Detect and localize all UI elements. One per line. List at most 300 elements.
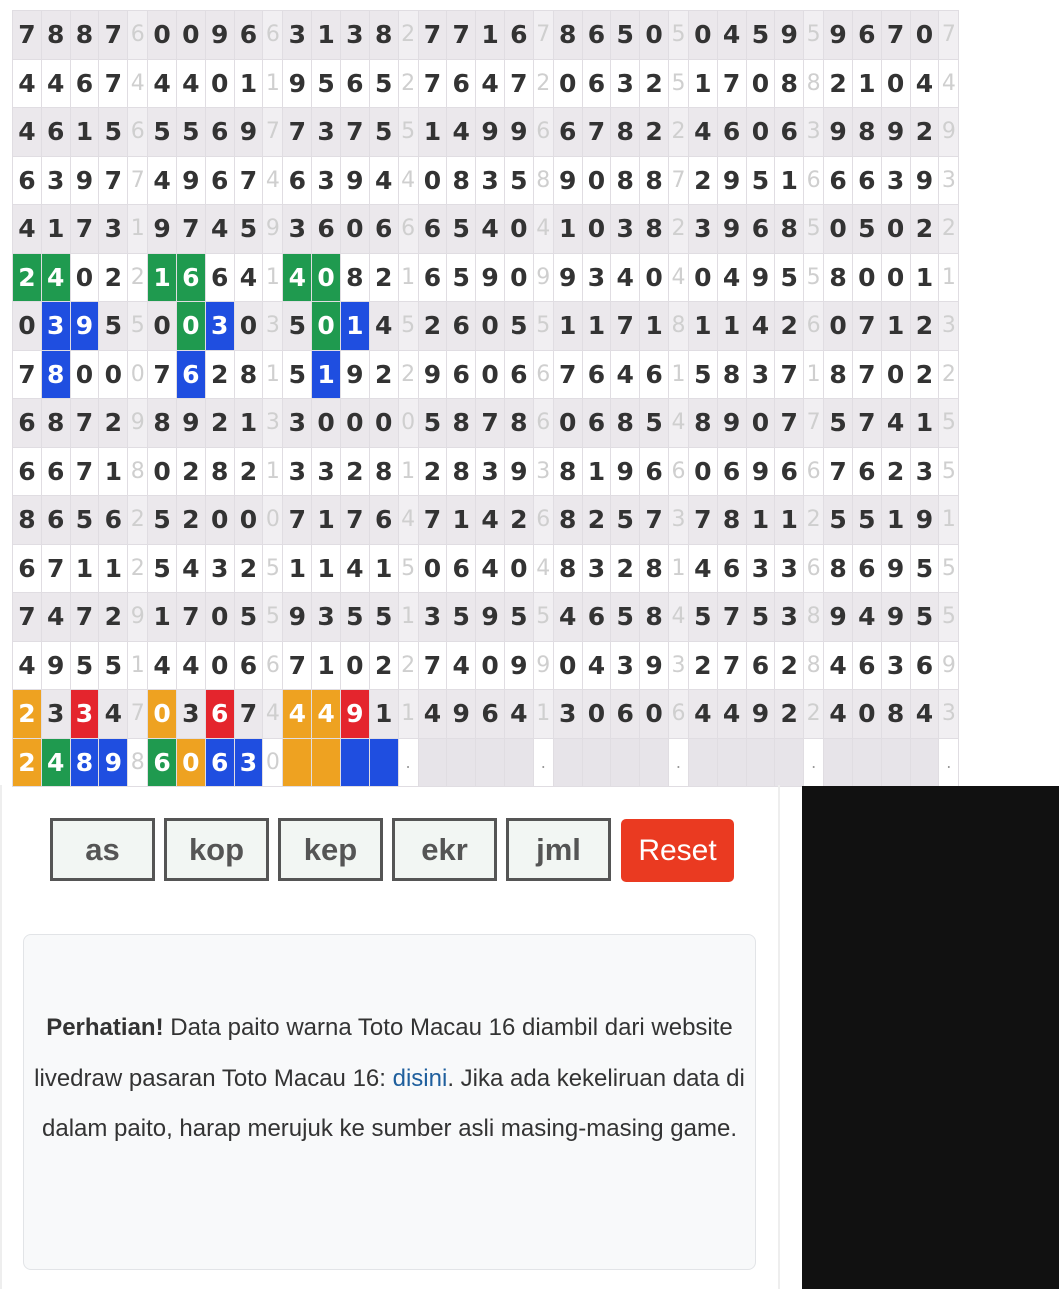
result-digit: 0 <box>824 205 853 254</box>
result-digit: 9 <box>824 108 853 157</box>
result-digit: 5 <box>148 544 177 593</box>
result-digit: 7 <box>283 496 312 545</box>
paito-row <box>13 544 959 593</box>
result-digit: 6 <box>582 59 611 108</box>
separator-digit: 2 <box>128 496 148 545</box>
result-digit: 8 <box>852 108 881 157</box>
result-digit: 3 <box>611 205 640 254</box>
result-digit: 4 <box>688 690 717 739</box>
separator-digit: 6 <box>533 350 553 399</box>
separator-digit: 6 <box>804 302 824 351</box>
result-digit: 2 <box>234 447 263 496</box>
result-digit: 6 <box>447 544 476 593</box>
separator-digit: 8 <box>804 59 824 108</box>
result-digit: 8 <box>369 447 398 496</box>
result-digit: 6 <box>205 690 234 739</box>
result-digit: 5 <box>910 544 939 593</box>
result-digit: 1 <box>881 302 910 351</box>
result-digit: 0 <box>881 350 910 399</box>
separator-digit: 6 <box>668 447 688 496</box>
result-digit: 0 <box>881 205 910 254</box>
result-digit: 8 <box>553 544 582 593</box>
result-digit: 7 <box>881 11 910 60</box>
result-digit: 6 <box>41 447 70 496</box>
separator-digit: 9 <box>939 641 959 690</box>
result-digit: 4 <box>824 690 853 739</box>
result-digit: 7 <box>70 447 99 496</box>
result-digit: 7 <box>447 11 476 60</box>
result-digit: 2 <box>881 447 910 496</box>
result-digit: 4 <box>717 11 746 60</box>
result-digit: 2 <box>176 496 205 545</box>
result-digit: 5 <box>369 593 398 642</box>
result-digit: 6 <box>582 593 611 642</box>
result-digit: 5 <box>99 108 128 157</box>
result-digit: 0 <box>340 205 369 254</box>
source-link[interactable]: disini <box>392 1064 448 1092</box>
result-digit: 4 <box>447 641 476 690</box>
result-digit: 8 <box>447 156 476 205</box>
result-digit: 1 <box>582 447 611 496</box>
result-digit: 1 <box>99 447 128 496</box>
result-digit: 5 <box>70 641 99 690</box>
separator-digit: 8 <box>804 593 824 642</box>
result-digit: 8 <box>148 399 177 448</box>
result-digit: 8 <box>340 253 369 302</box>
result-digit: 0 <box>504 205 533 254</box>
result-digit: 0 <box>553 59 582 108</box>
result-digit: 0 <box>148 302 177 351</box>
result-digit: 4 <box>611 253 640 302</box>
result-digit: 1 <box>852 59 881 108</box>
result-digit: 7 <box>13 350 42 399</box>
notice-title: Perhatian! <box>46 1014 164 1041</box>
result-digit: 9 <box>881 544 910 593</box>
result-digit: 0 <box>746 59 775 108</box>
result-digit: 6 <box>852 11 881 60</box>
pending-digit <box>775 738 804 787</box>
result-digit: 7 <box>852 399 881 448</box>
result-digit: 3 <box>99 205 128 254</box>
result-digit: 6 <box>205 738 234 787</box>
result-digit: 8 <box>640 156 669 205</box>
result-digit: 6 <box>746 641 775 690</box>
result-digit: 4 <box>476 544 505 593</box>
separator-digit: 5 <box>804 11 824 60</box>
result-digit: 6 <box>824 156 853 205</box>
result-digit: 1 <box>312 544 341 593</box>
result-digit: 4 <box>312 690 341 739</box>
pending-digit <box>553 738 582 787</box>
result-digit: 9 <box>717 399 746 448</box>
result-digit: 5 <box>369 108 398 157</box>
result-digit: 4 <box>99 690 128 739</box>
result-digit: 5 <box>99 302 128 351</box>
separator-digit: 1 <box>398 253 418 302</box>
result-digit: 1 <box>99 544 128 593</box>
result-digit: 2 <box>340 447 369 496</box>
kop-button[interactable]: kop <box>164 818 269 881</box>
pending-digit <box>881 738 910 787</box>
pending-digit <box>582 738 611 787</box>
result-digit: 3 <box>283 11 312 60</box>
separator-digit: 1 <box>398 447 418 496</box>
separator-digit: 5 <box>398 302 418 351</box>
result-digit: 5 <box>447 205 476 254</box>
result-digit: 1 <box>688 302 717 351</box>
paito-row <box>13 11 959 60</box>
result-digit: 6 <box>205 156 234 205</box>
result-digit: 5 <box>70 496 99 545</box>
result-digit: 5 <box>910 593 939 642</box>
result-digit: 8 <box>553 11 582 60</box>
result-digit: 2 <box>13 253 42 302</box>
as-button[interactable]: as <box>50 818 155 881</box>
result-digit: 7 <box>234 156 263 205</box>
result-digit: 9 <box>476 593 505 642</box>
result-digit: 1 <box>476 11 505 60</box>
result-digit: 9 <box>70 302 99 351</box>
separator-digit: 2 <box>533 59 553 108</box>
result-digit: 0 <box>582 156 611 205</box>
ad-placeholder <box>802 786 1059 1289</box>
result-digit: 5 <box>504 593 533 642</box>
separator-digit: 8 <box>668 302 688 351</box>
result-digit: 7 <box>611 302 640 351</box>
result-digit: 0 <box>881 59 910 108</box>
result-digit: 5 <box>775 253 804 302</box>
result-digit: 6 <box>340 59 369 108</box>
result-digit: 0 <box>234 496 263 545</box>
result-digit: 9 <box>176 399 205 448</box>
result-digit: 2 <box>99 593 128 642</box>
result-digit: 6 <box>582 399 611 448</box>
result-digit: 9 <box>881 108 910 157</box>
result-digit: 1 <box>582 302 611 351</box>
separator-digit: 2 <box>668 108 688 157</box>
result-digit: 7 <box>99 11 128 60</box>
separator-digit: 1 <box>263 59 283 108</box>
separator-digit: 1 <box>939 253 959 302</box>
result-digit: 9 <box>476 108 505 157</box>
result-digit: 6 <box>582 11 611 60</box>
result-digit: 9 <box>824 593 853 642</box>
result-digit: 4 <box>13 108 42 157</box>
result-digit: 0 <box>688 447 717 496</box>
result-digit: 7 <box>99 156 128 205</box>
result-digit: 7 <box>775 399 804 448</box>
result-digit: 7 <box>504 59 533 108</box>
result-digit: 6 <box>447 59 476 108</box>
result-digit: 3 <box>312 156 341 205</box>
result-digit: 7 <box>283 641 312 690</box>
result-digit: 3 <box>70 690 99 739</box>
pending-digit <box>418 738 447 787</box>
pending-digit <box>283 738 312 787</box>
result-digit: 0 <box>852 253 881 302</box>
result-digit: 2 <box>611 544 640 593</box>
result-digit: 9 <box>504 641 533 690</box>
result-digit: 7 <box>418 496 447 545</box>
separator-digit: 9 <box>263 205 283 254</box>
pending-digit <box>824 738 853 787</box>
result-digit: 0 <box>340 641 369 690</box>
pending-separator: . <box>939 738 959 787</box>
result-digit: 4 <box>176 544 205 593</box>
paito-row <box>13 253 959 302</box>
result-digit: 6 <box>234 11 263 60</box>
result-digit: 1 <box>41 205 70 254</box>
result-digit: 5 <box>746 593 775 642</box>
result-digit: 8 <box>447 399 476 448</box>
separator-digit: 8 <box>804 641 824 690</box>
result-digit: 9 <box>447 690 476 739</box>
result-digit: 0 <box>70 253 99 302</box>
result-digit: 0 <box>746 399 775 448</box>
result-digit: 7 <box>418 11 447 60</box>
result-digit: 0 <box>176 302 205 351</box>
result-digit: 4 <box>205 205 234 254</box>
result-digit: 8 <box>611 399 640 448</box>
result-digit: 8 <box>70 11 99 60</box>
result-digit: 1 <box>70 544 99 593</box>
result-digit: 8 <box>688 399 717 448</box>
result-digit: 1 <box>369 544 398 593</box>
result-digit: 1 <box>640 302 669 351</box>
kep-button[interactable]: kep <box>278 818 383 881</box>
paito-row <box>13 350 959 399</box>
result-digit: 4 <box>41 59 70 108</box>
separator-digit: 6 <box>804 544 824 593</box>
result-digit: 4 <box>688 544 717 593</box>
separator-digit: 1 <box>263 350 283 399</box>
result-digit: 2 <box>99 253 128 302</box>
separator-digit: 2 <box>939 205 959 254</box>
separator-digit: 3 <box>939 156 959 205</box>
pending-digit <box>640 738 669 787</box>
result-digit: 9 <box>340 690 369 739</box>
result-digit: 9 <box>340 350 369 399</box>
result-digit: 0 <box>205 496 234 545</box>
result-digit: 4 <box>447 108 476 157</box>
result-digit: 0 <box>234 302 263 351</box>
paito-row <box>13 593 959 642</box>
result-digit: 3 <box>283 205 312 254</box>
result-digit: 6 <box>369 496 398 545</box>
result-digit: 7 <box>176 205 205 254</box>
result-digit: 0 <box>476 350 505 399</box>
result-digit: 9 <box>148 205 177 254</box>
result-digit: 5 <box>688 593 717 642</box>
result-digit: 8 <box>41 11 70 60</box>
result-digit: 8 <box>70 738 99 787</box>
separator-digit: 5 <box>939 447 959 496</box>
result-digit: 4 <box>910 59 939 108</box>
result-digit: 7 <box>717 59 746 108</box>
result-digit: 9 <box>70 156 99 205</box>
result-digit: 9 <box>283 593 312 642</box>
paito-row <box>13 641 959 690</box>
result-digit: 6 <box>13 399 42 448</box>
result-digit: 4 <box>910 690 939 739</box>
separator-digit: 6 <box>263 641 283 690</box>
result-digit: 9 <box>746 690 775 739</box>
result-digit: 2 <box>910 350 939 399</box>
separator-digit: 7 <box>668 156 688 205</box>
result-digit: 7 <box>41 544 70 593</box>
result-digit: 5 <box>640 399 669 448</box>
result-digit: 1 <box>688 59 717 108</box>
result-digit: 5 <box>504 156 533 205</box>
separator-digit: 4 <box>668 593 688 642</box>
result-digit: 5 <box>234 593 263 642</box>
result-digit: 1 <box>369 690 398 739</box>
result-digit: 2 <box>205 350 234 399</box>
separator-digit: 5 <box>668 59 688 108</box>
result-digit: 5 <box>447 253 476 302</box>
separator-digit: 3 <box>668 496 688 545</box>
result-digit: 0 <box>582 205 611 254</box>
result-digit: 6 <box>717 544 746 593</box>
result-digit: 5 <box>824 496 853 545</box>
result-digit: 0 <box>312 253 341 302</box>
separator-digit: 1 <box>398 593 418 642</box>
result-digit: 4 <box>476 496 505 545</box>
separator-digit: 0 <box>263 496 283 545</box>
separator-digit: 4 <box>939 59 959 108</box>
separator-digit: 3 <box>668 641 688 690</box>
result-digit: 6 <box>369 205 398 254</box>
separator-digit: 7 <box>939 11 959 60</box>
result-digit: 5 <box>611 593 640 642</box>
separator-digit: 6 <box>804 156 824 205</box>
notice-text-1: Data paito warna Toto Macau 16 diambil dari website livedraw pasaran Toto Macau 16: <box>34 1014 733 1092</box>
result-digit: 1 <box>881 496 910 545</box>
result-digit: 2 <box>910 205 939 254</box>
result-digit: 0 <box>582 690 611 739</box>
separator-digit: 2 <box>804 690 824 739</box>
result-digit: 5 <box>312 59 341 108</box>
result-digit: 5 <box>746 156 775 205</box>
result-digit: 2 <box>910 108 939 157</box>
result-digit: 1 <box>234 399 263 448</box>
separator-digit: 0 <box>128 350 148 399</box>
pending-separator: . <box>804 738 824 787</box>
result-digit: 9 <box>176 156 205 205</box>
result-digit: 5 <box>283 302 312 351</box>
result-digit: 6 <box>41 108 70 157</box>
result-digit: 7 <box>70 205 99 254</box>
reset-button[interactable]: Reset <box>621 819 734 882</box>
result-digit: 6 <box>283 156 312 205</box>
result-digit: 6 <box>852 156 881 205</box>
separator-digit: 2 <box>128 253 148 302</box>
result-digit: 7 <box>13 593 42 642</box>
result-digit: 2 <box>418 447 447 496</box>
result-digit: 1 <box>910 399 939 448</box>
result-digit: 5 <box>283 350 312 399</box>
result-digit: 7 <box>582 108 611 157</box>
result-digit: 3 <box>41 690 70 739</box>
result-digit: 2 <box>369 253 398 302</box>
result-digit: 4 <box>41 738 70 787</box>
result-digit: 0 <box>640 690 669 739</box>
separator-digit: 1 <box>128 205 148 254</box>
result-digit: 3 <box>910 447 939 496</box>
result-digit: 4 <box>13 641 42 690</box>
result-digit: 8 <box>369 11 398 60</box>
pending-digit <box>910 738 939 787</box>
result-digit: 3 <box>41 302 70 351</box>
result-digit: 6 <box>70 59 99 108</box>
separator-digit: 7 <box>804 399 824 448</box>
result-digit: 0 <box>148 11 177 60</box>
result-digit: 5 <box>99 641 128 690</box>
separator-digit: 9 <box>128 593 148 642</box>
result-digit: 9 <box>41 641 70 690</box>
result-digit: 0 <box>176 738 205 787</box>
separator-digit: 5 <box>128 302 148 351</box>
result-digit: 1 <box>746 496 775 545</box>
separator-digit: 0 <box>263 738 283 787</box>
result-digit: 2 <box>234 544 263 593</box>
result-digit: 1 <box>418 108 447 157</box>
result-digit: 4 <box>717 253 746 302</box>
separator-digit: 1 <box>939 496 959 545</box>
result-digit: 6 <box>852 641 881 690</box>
result-digit: 4 <box>283 253 312 302</box>
result-digit: 8 <box>717 350 746 399</box>
result-digit: 6 <box>611 690 640 739</box>
result-digit: 2 <box>13 738 42 787</box>
result-digit: 4 <box>369 156 398 205</box>
separator-digit: 0 <box>398 399 418 448</box>
separator-digit: 5 <box>804 205 824 254</box>
result-digit: 8 <box>447 447 476 496</box>
result-digit: 6 <box>176 350 205 399</box>
result-digit: 7 <box>234 690 263 739</box>
pending-digit <box>504 738 533 787</box>
result-digit: 3 <box>553 690 582 739</box>
result-digit: 2 <box>504 496 533 545</box>
result-digit: 0 <box>13 302 42 351</box>
pending-digit <box>476 738 505 787</box>
separator-digit: 9 <box>939 108 959 157</box>
result-digit: 9 <box>746 253 775 302</box>
result-digit: 3 <box>611 641 640 690</box>
jml-button[interactable]: jml <box>506 818 611 881</box>
result-digit: 5 <box>369 59 398 108</box>
result-digit: 6 <box>852 544 881 593</box>
separator-digit: 3 <box>533 447 553 496</box>
separator-digit: 2 <box>939 350 959 399</box>
result-digit: 9 <box>746 447 775 496</box>
result-digit: 3 <box>746 544 775 593</box>
result-digit: 8 <box>640 205 669 254</box>
result-digit: 9 <box>910 156 939 205</box>
pending-digit <box>447 738 476 787</box>
result-digit: 5 <box>852 496 881 545</box>
result-digit: 4 <box>476 205 505 254</box>
result-digit: 7 <box>99 59 128 108</box>
result-digit: 8 <box>234 350 263 399</box>
result-digit: 0 <box>640 11 669 60</box>
ekr-button[interactable]: ekr <box>392 818 497 881</box>
result-digit: 6 <box>504 350 533 399</box>
result-digit: 8 <box>775 205 804 254</box>
result-digit: 7 <box>70 399 99 448</box>
result-digit: 4 <box>476 59 505 108</box>
